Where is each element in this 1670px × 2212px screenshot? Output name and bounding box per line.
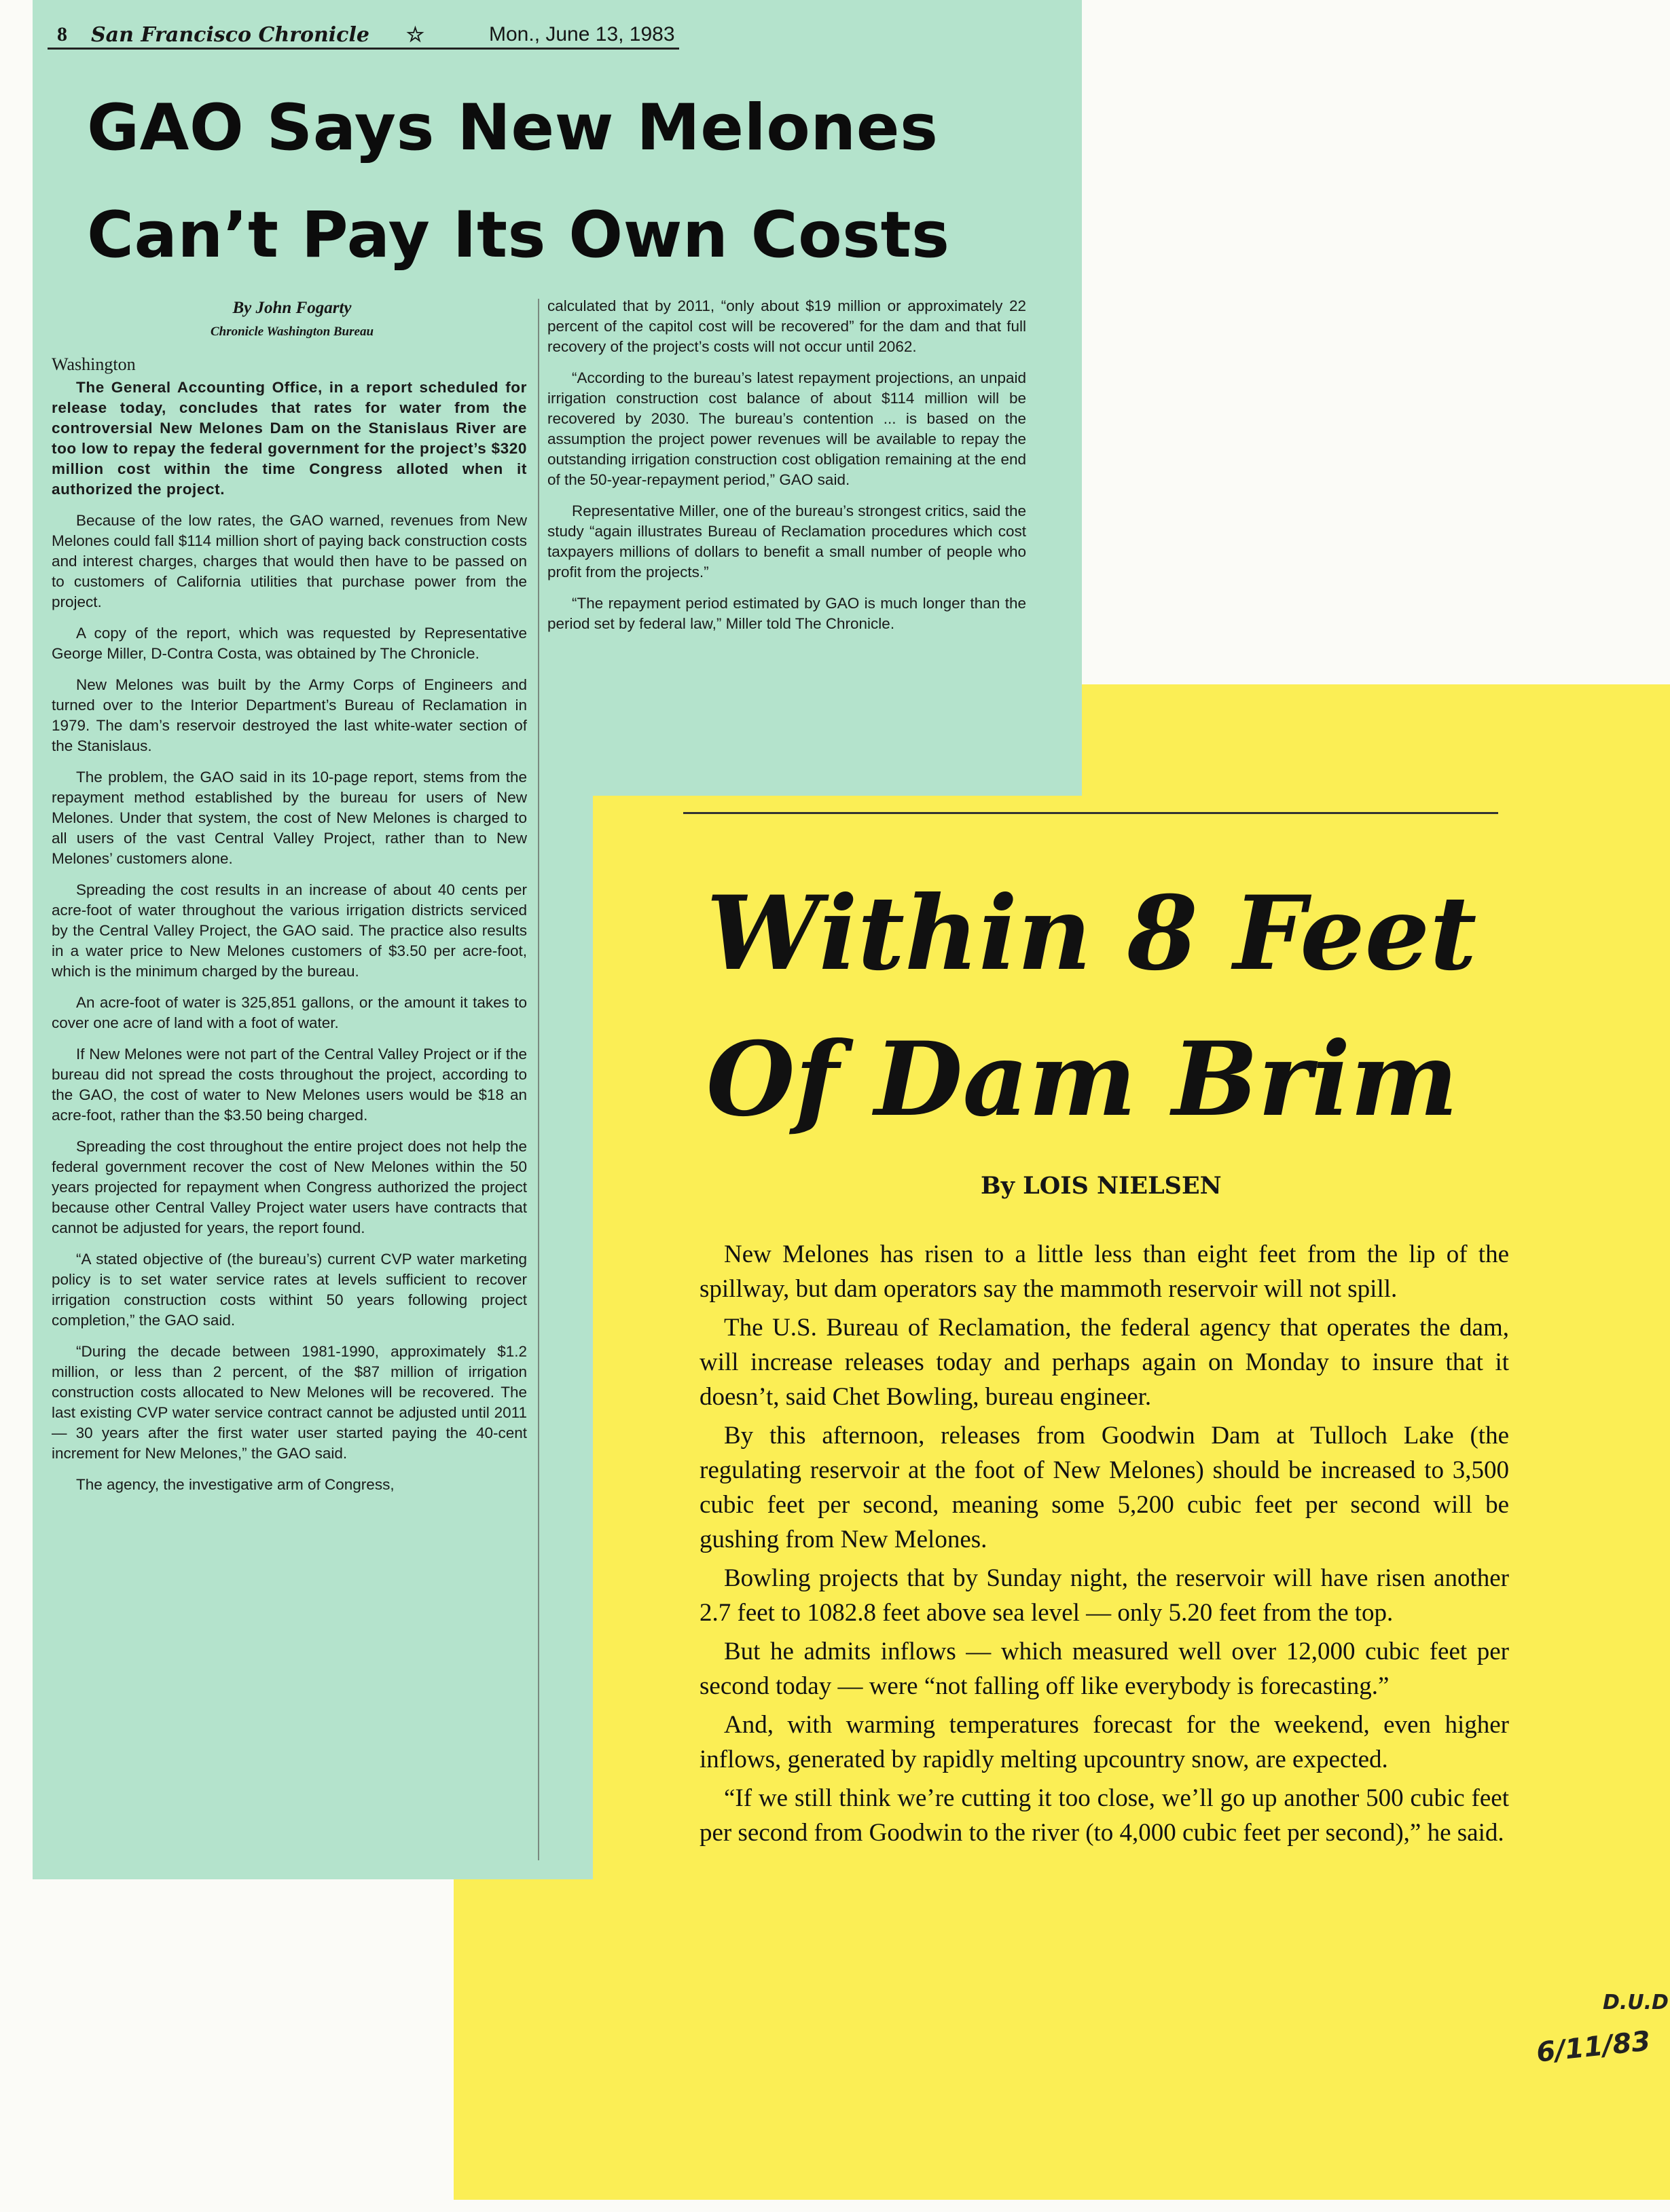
dam-headline: [706, 861, 1521, 1153]
page-number: 8: [57, 23, 67, 45]
gao-headline-line2: Can’t Pay Its Own Costs: [87, 198, 950, 272]
dam-paragraph: By this afternoon, releases from Goodwin Dam at Tulloch Lake (the regulating reservoir at the foot of New Melones) should be increased to 3,500 cubic feet per second, meaning some 5,200 cubic feet per second will be gushing from New Melones.: [700, 1422, 1509, 1553]
gao-col1-para: Spreading the cost results in an increase of about 40 cents per acre-foot of water throughout the various irrigation districts serviced by the Central Valley Project, the GAO said. The practice also results in a water price to New Melones customers of $3.50 per acre-foot, which is the minimum charged by the bureau.: [52, 881, 527, 980]
masthead: [48, 20, 679, 50]
gao-column-2: [547, 296, 1026, 645]
dam-headline-line2: Of Dam Brim: [706, 1020, 1459, 1139]
dam-article-body: [700, 1237, 1509, 1854]
top-rule: [683, 812, 1498, 814]
dam-byline: By LOIS NIELSEN: [981, 1172, 1222, 1200]
gao-col1-para: Because of the low rates, the GAO warned, revenues from New Melones could fall $114 million short of paying back construction costs and interest charges, charges that would then have to be passed on to customers of California utilities that purchase power from the project.: [52, 512, 527, 610]
gao-col2-para: “The repayment period estimated by GAO is much longer than the period set by federal law,” Miller told The Chronicle.: [547, 595, 1026, 632]
gao-column-1: [52, 354, 527, 1506]
gao-col1-para: If New Melones were not part of the Central Valley Project or if the bureau did not spread the costs throughout the project, according to the GAO, the cost of water to New Melones users would be $18 an acre-foot, rather than the $3.50 being charged.: [52, 1046, 527, 1124]
gao-col1-para: “A stated objective of (the bureau’s) current CVP water marketing policy is to set water service rates at levels sufficient to recover irrigation construction costs withint 50 years following project completion,” the GAO said.: [52, 1251, 527, 1329]
gao-col1-para: An acre-foot of water is 325,851 gallons, or the amount it takes to cover one acre of land with a foot of water.: [52, 994, 527, 1031]
gao-dateline: Washington: [52, 354, 136, 374]
handwritten-initials: D.U.D: [1603, 1991, 1669, 2014]
gao-byline: By John Fogarty: [232, 299, 352, 317]
gao-col1-para: “During the decade between 1981-1990, approximately $1.2 million, or less than 2 percent, of the $87 million of irrigation construction costs allocated to New Melones will be recovered. The last existing CVP water service contract cannot be adjusted until 2011 — 30 years after the first water user started paying the 40-cent increment for New Melones,” the GAO said.: [52, 1343, 527, 1462]
dam-paragraph: New Melones has risen to a little less than eight feet from the lip of the spillway, but dam operators say the mammoth reservoir will not spill.: [700, 1240, 1509, 1303]
masthead-date: Mon., June 13, 1983: [489, 23, 675, 45]
gao-headline: [87, 75, 1024, 289]
newspaper-name: San Francisco Chronicle: [91, 23, 369, 47]
dam-headline-line1: Within 8 Feet: [706, 874, 1477, 993]
gao-col2-para: Representative Miller, one of the bureau’s strongest critics, said the study “again illustrates Bureau of Reclamation procedures which cost taxpayers millions of dollars to benefit a small number of people who profit from the projects.”: [547, 502, 1026, 580]
handwritten-date: 6/11/83: [1535, 2025, 1652, 2069]
dam-paragraph: But he admits inflows — which measured well over 12,000 cubic feet per second today — were “not falling off like everybody is forecasting.”: [700, 1638, 1509, 1700]
gao-col2-para: “According to the bureau’s latest repayment projections, an unpaid irrigation construction cost balance of about $114 million will be recovered by 2030. The bureau’s contention ... is based on the assumption the project power revenues will be available to repay the outstanding irrigation construction cost obligation remaining at the end of the 50-year-repayment period,” GAO said.: [547, 369, 1026, 488]
star-icon: ☆: [406, 24, 424, 46]
gao-bureau: Chronicle Washington Bureau: [210, 325, 374, 339]
gao-col1-para: A copy of the report, which was requested by Representative George Miller, D-Contra Costa, was obtained by The Chronicle.: [52, 625, 527, 662]
gao-col1-para: Spreading the cost throughout the entire project does not help the federal government recover the cost of New Melones within the 50 years projected for repayment when Congress authorized the project because other Central Valley Project water users have contracts that cannot be adjusted for years, the report found.: [52, 1138, 527, 1236]
column-divider: [538, 299, 539, 1860]
gao-headline-line1: GAO Says New Melones: [87, 91, 939, 165]
dam-paragraph: And, with warming temperatures forecast for the weekend, even higher inflows, generated by rapidly melting upcountry snow, are expected.: [700, 1711, 1509, 1773]
dam-paragraph: Bowling projects that by Sunday night, the reservoir will have risen another 2.7 feet to 1082.8 feet above sea level — only 5.20 feet from the top.: [700, 1564, 1509, 1627]
gao-col1-para: New Melones was built by the Army Corps of Engineers and turned over to the Interior Department’s Bureau of Reclamation in 1979. The dam’s reservoir destroyed the last white-water section of the Stanislaus.: [52, 676, 527, 754]
dam-paragraph: “If we still think we’re cutting it too close, we’ll go up another 500 cubic feet per second from Goodwin to the river (to 4,000 cubic feet per second),” he said.: [700, 1784, 1509, 1847]
gao-col1-para: The problem, the GAO said in its 10-page report, stems from the repayment method established by the bureau for users of New Melones. Under that system, the cost of New Melones is charged to all users of the vast Central Valley Project, rather than to New Melones’ customers alone.: [52, 769, 527, 867]
gao-col1-para: The General Accounting Office, in a report scheduled for release today, concludes that rates for water from the controversial New Melones Dam on the Stanislaus River are too low to repay the federal government for the project’s $320 million cost within the time Congress alloted when it authorized the project.: [52, 379, 527, 498]
gao-col2-para: calculated that by 2011, “only about $19 million or approximately 22 percent of the capitol cost will be recovered” for the dam and that full recovery of the project’s costs will not occur until 2062.: [547, 297, 1026, 355]
dam-paragraph: The U.S. Bureau of Reclamation, the federal agency that operates the dam, will increase releases today and perhaps again on Monday to insure that it doesn’t, said Chet Bowling, bureau engineer.: [700, 1314, 1509, 1411]
gao-col1-para: The agency, the investigative arm of Congress,: [76, 1476, 395, 1493]
